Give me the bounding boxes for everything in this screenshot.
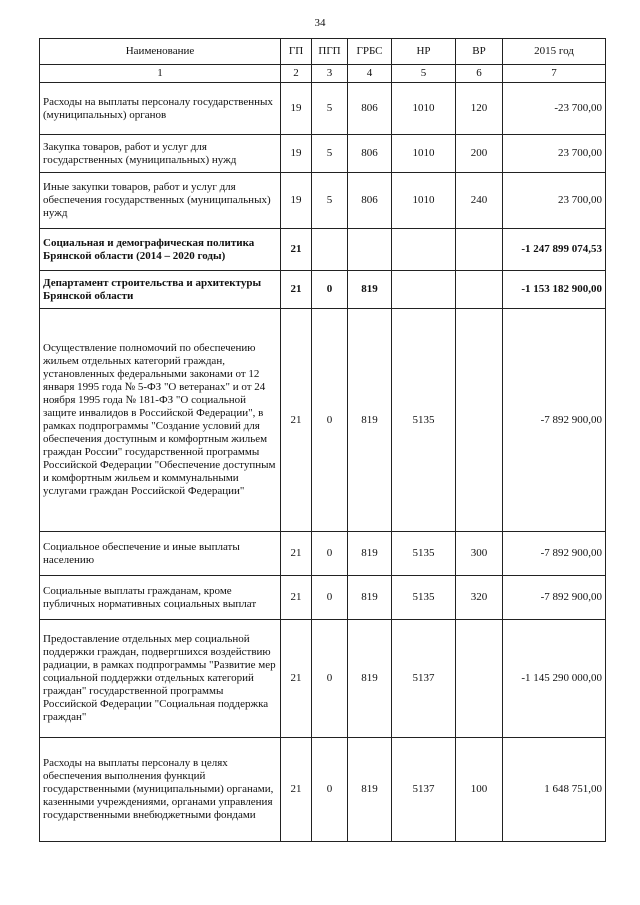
- row-gp: 21: [281, 271, 312, 309]
- row-amount: -1 153 182 900,00: [503, 271, 606, 309]
- header-vr: ВР: [456, 39, 503, 65]
- row-vr: [456, 309, 503, 532]
- row-gp: 19: [281, 173, 312, 229]
- row-amount: 1 648 751,00: [503, 738, 606, 842]
- column-number-row: [40, 65, 606, 83]
- row-ppgp: 5: [312, 135, 348, 173]
- row-np: 1010: [392, 135, 456, 173]
- header-ppgp: ПГП: [312, 39, 348, 65]
- row-ppgp: 0: [312, 532, 348, 576]
- row-grbs: 819: [348, 309, 392, 532]
- column-number: 5: [392, 65, 456, 83]
- row-vr: [456, 620, 503, 738]
- row-gp: 21: [281, 738, 312, 842]
- row-grbs: [348, 229, 392, 271]
- table-row: [40, 309, 606, 532]
- row-vr: 120: [456, 83, 503, 135]
- row-gp: 21: [281, 620, 312, 738]
- row-grbs: 819: [348, 620, 392, 738]
- header-name: Наименование: [40, 39, 281, 65]
- table-row: [40, 576, 606, 620]
- row-grbs: 806: [348, 135, 392, 173]
- row-amount: 23 700,00: [503, 173, 606, 229]
- row-np: 1010: [392, 83, 456, 135]
- row-amount: -7 892 900,00: [503, 576, 606, 620]
- column-number: 3: [312, 65, 348, 83]
- row-grbs: 819: [348, 271, 392, 309]
- row-grbs: 819: [348, 576, 392, 620]
- row-name: Расходы на выплаты персоналу в целях обеспечения выполнения функций государственными (муниципальными) органами, казенными учреждениями, органами управления государственными внебюджетными фондами: [40, 738, 281, 842]
- table-row: [40, 135, 606, 173]
- row-amount: -1 247 899 074,53: [503, 229, 606, 271]
- budget-table: [39, 38, 606, 842]
- row-name: Социальное обеспечение и иные выплаты населению: [40, 532, 281, 576]
- row-gp: 21: [281, 229, 312, 271]
- row-ppgp: 0: [312, 576, 348, 620]
- row-np: [392, 229, 456, 271]
- header-row: [40, 39, 606, 65]
- row-np: 5137: [392, 620, 456, 738]
- page-number: 34: [314, 17, 326, 29]
- table-row: [40, 271, 606, 309]
- row-grbs: 806: [348, 173, 392, 229]
- row-vr: [456, 229, 503, 271]
- row-gp: 21: [281, 532, 312, 576]
- row-name: Социальная и демографическая политика Брянской области (2014 – 2020 годы): [40, 229, 281, 271]
- table-row: [40, 83, 606, 135]
- table-row: [40, 738, 606, 842]
- row-gp: 21: [281, 309, 312, 532]
- row-name: Расходы на выплаты персоналу государственных (муниципальных) органов: [40, 83, 281, 135]
- row-np: 5135: [392, 532, 456, 576]
- row-grbs: 819: [348, 532, 392, 576]
- header-np: НР: [392, 39, 456, 65]
- header-grbs: ГРБС: [348, 39, 392, 65]
- row-gp: 19: [281, 135, 312, 173]
- row-vr: 200: [456, 135, 503, 173]
- row-grbs: 806: [348, 83, 392, 135]
- row-name: Департамент строительства и архитектуры Брянской области: [40, 271, 281, 309]
- row-ppgp: [312, 229, 348, 271]
- row-name: Осуществление полномочий по обеспечению жильем отдельных категорий граждан, установленных федеральными законами от 12 января 1995 года № 5-ФЗ "О ветеранах" и от 24 ноября 1995 года № 181-ФЗ "О социальной защите инвалидов в Российской Федерации", в рамках подпрограммы "Создание условий для обеспечения доступным и комфортным жильем граждан России" государственной программы Российской Федерации "Обеспечение доступным и комфортным жильем и коммунальными услугами граждан Российской Федерации": [40, 309, 281, 532]
- row-vr: [456, 271, 503, 309]
- row-np: [392, 271, 456, 309]
- row-np: 5135: [392, 576, 456, 620]
- row-grbs: 819: [348, 738, 392, 842]
- column-number: 7: [503, 65, 606, 83]
- row-ppgp: 5: [312, 83, 348, 135]
- row-vr: 100: [456, 738, 503, 842]
- row-np: 5135: [392, 309, 456, 532]
- row-name: Закупка товаров, работ и услуг для государственных (муниципальных) нужд: [40, 135, 281, 173]
- row-np: 1010: [392, 173, 456, 229]
- row-name: Предоставление отдельных мер социальной поддержки граждан, подвергшихся воздействию радиации, в рамках подпрограммы "Развитие мер социальной поддержки отдельных категорий граждан" государственной программы Российской Федерации "Социальная поддержка граждан": [40, 620, 281, 738]
- table-row: [40, 229, 606, 271]
- row-vr: 300: [456, 532, 503, 576]
- row-amount: 23 700,00: [503, 135, 606, 173]
- row-ppgp: 0: [312, 620, 348, 738]
- column-number: 6: [456, 65, 503, 83]
- column-number: 2: [281, 65, 312, 83]
- header-gp: ГП: [281, 39, 312, 65]
- column-number: 4: [348, 65, 392, 83]
- row-ppgp: 0: [312, 271, 348, 309]
- row-vr: 240: [456, 173, 503, 229]
- row-amount: -7 892 900,00: [503, 309, 606, 532]
- row-vr: 320: [456, 576, 503, 620]
- table-row: [40, 173, 606, 229]
- row-ppgp: 0: [312, 309, 348, 532]
- row-name: Социальные выплаты гражданам, кроме публичных нормативных социальных выплат: [40, 576, 281, 620]
- table-row: [40, 532, 606, 576]
- column-number: 1: [40, 65, 281, 83]
- table-row: [40, 620, 606, 738]
- row-np: 5137: [392, 738, 456, 842]
- row-ppgp: 0: [312, 738, 348, 842]
- row-amount: -23 700,00: [503, 83, 606, 135]
- row-name: Иные закупки товаров, работ и услуг для обеспечения государственных (муниципальных) нужд: [40, 173, 281, 229]
- row-amount: -7 892 900,00: [503, 532, 606, 576]
- row-ppgp: 5: [312, 173, 348, 229]
- row-amount: -1 145 290 000,00: [503, 620, 606, 738]
- header-year: 2015 год: [503, 39, 606, 65]
- row-gp: 21: [281, 576, 312, 620]
- row-gp: 19: [281, 83, 312, 135]
